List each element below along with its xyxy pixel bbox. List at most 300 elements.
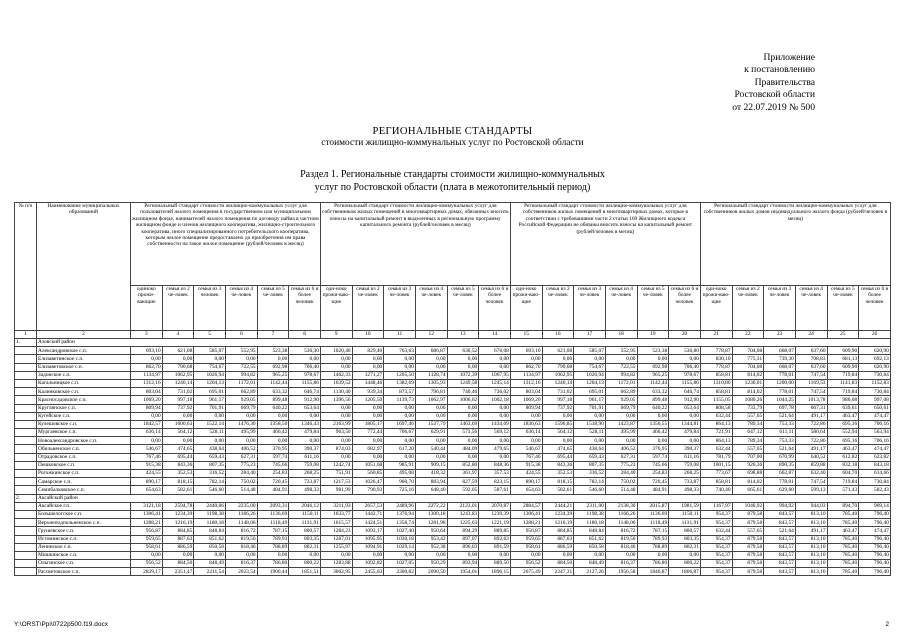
value-cell: 722,55	[225, 363, 257, 371]
value-cell: 1204,13	[574, 379, 606, 387]
value-cell: 474,65	[542, 445, 574, 453]
value-cell: 850,58	[194, 543, 226, 551]
value-cell: 772,44	[352, 429, 384, 437]
value-cell: 747,54	[795, 371, 827, 379]
value-cell: 495,99	[605, 429, 637, 437]
value-cell: 1255,97	[320, 543, 352, 551]
value-cell: 978,67	[289, 371, 321, 379]
municipality-name: Кугейское с.п.	[37, 412, 131, 420]
value-cell: 646,74	[669, 388, 701, 396]
value-cell: 0,00	[320, 363, 352, 371]
value-cell: 1020,46	[320, 347, 352, 355]
value-cell: 564,12	[162, 429, 194, 437]
row-number-cell	[15, 420, 37, 428]
value-cell: 521,64	[764, 445, 796, 453]
value-cell: 954,37	[700, 519, 732, 527]
appendix-line: от 22.07.2019 № 500	[732, 101, 815, 113]
value-cell: 803,35	[289, 535, 321, 543]
value-cell: 819,50	[605, 535, 637, 543]
table-row	[15, 404, 891, 412]
value-cell: 1287,01	[320, 535, 352, 543]
value-cell: 484,91	[257, 486, 289, 494]
value-cell: 862,70	[131, 363, 163, 371]
row-number-cell	[15, 568, 37, 576]
value-cell: 611,16	[669, 453, 701, 461]
value-cell: 2211,54	[194, 568, 226, 576]
value-cell: 781,79	[700, 453, 732, 461]
value-cell: 850,58	[574, 543, 606, 551]
value-cell: 778,87	[700, 347, 732, 355]
value-cell: 843,57	[764, 510, 796, 518]
value-cell: 611,16	[289, 453, 321, 461]
value-cell: 719,84	[827, 478, 859, 486]
value-cell: 582,61	[542, 486, 574, 494]
value-cell: 747,54	[795, 388, 827, 396]
value-cell: 316,52	[194, 470, 226, 478]
value-cell: 1518,90	[574, 420, 606, 428]
value-cell: 0,00	[289, 551, 321, 559]
value-cell: 782,14	[194, 478, 226, 486]
value-cell: 654,63	[131, 486, 163, 494]
value-cell: 0,00	[162, 412, 194, 420]
value-cell: 858,81	[700, 371, 732, 379]
table-row	[15, 551, 891, 559]
value-cell: 692,98	[637, 363, 669, 371]
value-cell: 952,38	[415, 543, 447, 551]
value-cell: 1300,18	[415, 510, 447, 518]
value-cell: 647,12	[732, 429, 764, 437]
value-cell: 1434,09	[479, 420, 511, 428]
value-cell: 763,63	[384, 347, 416, 355]
value-cell: 939,34	[352, 388, 384, 396]
value-cell: 0,00	[384, 437, 416, 445]
value-cell: 1094,91	[352, 543, 384, 551]
value-cell: 818,46	[605, 543, 637, 551]
row-number-cell	[15, 388, 37, 396]
value-cell: 1271,27	[352, 371, 384, 379]
value-cell: 950,64	[415, 527, 447, 535]
row-number-cell	[15, 543, 37, 551]
value-cell: 960,70	[384, 478, 416, 486]
value-cell: 1044,25	[764, 396, 796, 404]
value-cell: 438,64	[194, 445, 226, 453]
table-row	[15, 478, 891, 486]
header-municipality: Наименование муниципальных образований	[37, 203, 131, 331]
value-cell: 733,79	[732, 404, 764, 412]
value-cell: 720,45	[637, 478, 669, 486]
value-cell: 2272,22	[415, 502, 447, 510]
value-cell: 963,50	[320, 429, 352, 437]
value-cell: 725,16	[384, 486, 416, 494]
subheader-cell: семья из 6 и более человек	[289, 286, 321, 331]
value-cell: 0,00	[225, 412, 257, 420]
value-cell: 695,44	[542, 453, 574, 461]
municipality-name: Новоалександровское с.п.	[37, 437, 131, 445]
value-cell: 827,59	[447, 478, 479, 486]
value-cell: 985,91	[384, 461, 416, 469]
value-cell: 614,66	[859, 470, 891, 478]
value-cell: 2127,26	[574, 568, 606, 576]
value-cell: 1956,58	[605, 568, 637, 576]
value-cell: 813,10	[795, 551, 827, 559]
value-cell: 731,02	[542, 388, 574, 396]
value-cell: 1155,86	[669, 379, 701, 387]
value-cell: 887,63	[542, 535, 574, 543]
value-cell: 1062,97	[415, 396, 447, 404]
value-cell: 0,00	[542, 355, 574, 363]
value-cell: 852,80	[447, 461, 479, 469]
subheader-cell: оди-ноко прожи-ваю-щие	[510, 286, 542, 331]
value-cell: 662,87	[764, 470, 796, 478]
value-cell: 514,48	[605, 486, 637, 494]
value-cell: 1639,52	[320, 379, 352, 387]
value-cell: 627,31	[225, 453, 257, 461]
value-cell: 773,67	[700, 470, 732, 478]
row-number-cell	[15, 355, 37, 363]
value-cell: 653,64	[289, 404, 321, 412]
value-cell: 813,10	[795, 568, 827, 576]
value-cell: 1358,74	[384, 519, 416, 527]
value-cell: 954,37	[700, 568, 732, 576]
value-cell: 796,40	[859, 543, 891, 551]
value-cell: 859,88	[795, 461, 827, 469]
value-cell: 802,31	[289, 543, 321, 551]
value-cell: 0,00	[320, 437, 352, 445]
value-cell: 800,22	[669, 560, 701, 568]
value-cell: 536,80	[669, 347, 701, 355]
value-cell: 1312,16	[131, 379, 163, 387]
value-cell: 740,40	[700, 486, 732, 494]
value-cell: 1072,39	[447, 371, 479, 379]
value-cell: 0,00	[415, 551, 447, 559]
value-cell: 800,22	[289, 560, 321, 568]
value-cell: 767,46	[510, 453, 542, 461]
value-cell: 730,84	[859, 371, 891, 379]
value-cell: 627,31	[605, 453, 637, 461]
municipality-name: Большелогское с.п.	[37, 510, 131, 518]
value-cell: 796,40	[859, 510, 891, 518]
value-cell: 1346,43	[289, 420, 321, 428]
value-cell: 731,02	[162, 388, 194, 396]
value-cell: 528,11	[574, 429, 606, 437]
value-cell: 929,05	[605, 396, 637, 404]
column-number-cell: 6	[225, 331, 257, 339]
column-number-cell: 26	[859, 331, 891, 339]
value-cell: 1396,56	[320, 396, 352, 404]
column-number-cell: 18	[605, 331, 637, 339]
table-row	[15, 388, 891, 396]
column-number-cell: 19	[637, 331, 669, 339]
value-cell: 1150,11	[289, 510, 321, 518]
value-cell: 466,42	[257, 429, 289, 437]
value-cell: 843,57	[764, 543, 796, 551]
value-cell: 720,45	[257, 478, 289, 486]
value-cell: 879,58	[732, 543, 764, 551]
value-cell: 540,44	[415, 445, 447, 453]
value-cell: 851,62	[194, 535, 226, 543]
value-cell: 759,08	[289, 461, 321, 469]
municipality-name: Задонское с.п.	[37, 371, 131, 379]
value-cell: 0,00	[225, 551, 257, 559]
value-cell: 2351,47	[162, 568, 194, 576]
value-cell: 843,18	[859, 461, 891, 469]
value-cell: 0,00	[320, 355, 352, 363]
value-cell: 695,16	[827, 420, 859, 428]
value-cell: 1026,47	[352, 478, 384, 486]
header-group-3: Региональный стандарт стоимости жилищно-коммунальных услуг для собственников жилых помещений в многоквартирных домах, которые в соответствии с требованиями части 2 статьи 169 Жилищного кодекса Российской Федерации не обязаны вносить взносы на капитальный ремонт (рублей/человек в месяц)	[510, 203, 700, 286]
value-cell: 0,00	[257, 437, 289, 445]
value-cell: 1139,73	[384, 396, 416, 404]
value-cell: 950,29	[415, 560, 447, 568]
value-cell: 891,59	[479, 543, 511, 551]
value-cell: 1615,57	[320, 519, 352, 527]
value-cell: 630,52	[447, 347, 479, 355]
value-cell: 1312,16	[510, 379, 542, 387]
value-cell: 701,91	[194, 404, 226, 412]
value-cell: 491,17	[795, 527, 827, 535]
value-cell: 0,00	[479, 412, 511, 420]
value-cell: 1134,97	[510, 371, 542, 379]
value-cell: 884,85	[162, 527, 194, 535]
subheader-cell: семья из 4 че-ловек	[795, 286, 827, 331]
value-cell: 0,00	[415, 355, 447, 363]
value-cell: 1134,97	[131, 371, 163, 379]
value-cell: 890,35	[764, 461, 796, 469]
value-cell: 479,84	[289, 429, 321, 437]
value-cell: 0,00	[131, 551, 163, 559]
value-cell: 1537,79	[415, 420, 447, 428]
value-cell: 1118,49	[637, 519, 669, 527]
row-number-cell	[15, 371, 37, 379]
value-cell: 0,00	[162, 355, 194, 363]
value-cell: 0,00	[352, 551, 384, 559]
header-group-4: Региональный стандарт стоимости жилищно-коммунальных услуг для собственников жилых домов индивидуального жилого фонда (рублей/человек в месяц)	[700, 203, 890, 286]
value-cell: 557,65	[732, 527, 764, 535]
value-cell: 0,00	[384, 412, 416, 420]
row-number-cell	[15, 502, 37, 510]
value-cell: 662,89	[605, 388, 637, 396]
value-cell: 474,65	[162, 445, 194, 453]
value-cell: 843,36	[542, 461, 574, 469]
row-number-cell	[15, 527, 37, 535]
value-cell: 750,02	[605, 478, 637, 486]
value-cell: 1128,74	[415, 371, 447, 379]
value-cell: 843,57	[764, 551, 796, 559]
value-cell: 0,00	[162, 551, 194, 559]
column-number-cell: 21	[700, 331, 732, 339]
row-number-cell	[15, 470, 37, 478]
value-cell: 1217,53	[320, 478, 352, 486]
value-cell: 733,87	[289, 478, 321, 486]
table-row	[15, 347, 891, 355]
value-cell: 592,05	[447, 486, 479, 494]
value-cell: 0,00	[320, 453, 352, 461]
table-row	[15, 412, 891, 420]
value-cell: 587,61	[479, 486, 511, 494]
value-cell: 2839,17	[131, 568, 163, 576]
value-cell: 894,29	[447, 527, 479, 535]
value-cell: 621,08	[162, 347, 194, 355]
value-cell: 1169,53	[795, 379, 827, 387]
value-cell: 1136,69	[637, 510, 669, 518]
subheader-cell: семья из 3 человек	[194, 286, 226, 331]
row-number-cell	[15, 412, 37, 420]
row-number-cell	[15, 486, 37, 494]
value-cell: 816,72	[605, 527, 637, 535]
subheader-cell: семья из 5 че-ловек	[257, 286, 289, 331]
value-cell: 361,97	[447, 470, 479, 478]
value-cell: 896,03	[447, 543, 479, 551]
value-cell: 0,00	[415, 404, 447, 412]
value-cell: 3121,18	[131, 502, 163, 510]
value-cell: 463,47	[827, 445, 859, 453]
value-cell: 0,00	[352, 363, 384, 371]
value-cell: 879,58	[732, 519, 764, 527]
value-cell: 693,10	[510, 347, 542, 355]
value-cell: 1633,77	[320, 510, 352, 518]
value-cell: 956,52	[510, 560, 542, 568]
value-cell: 706,67	[384, 429, 416, 437]
value-cell: 739,30	[764, 355, 796, 363]
value-cell: 268,25	[289, 470, 321, 478]
appendix-line: к постановлению	[744, 64, 815, 76]
value-cell: 708,83	[795, 355, 827, 363]
value-cell: 390,37	[289, 445, 321, 453]
value-cell: 0,00	[194, 355, 226, 363]
value-cell: 893,94	[447, 560, 479, 568]
row-number-cell	[15, 429, 37, 437]
value-cell: 0,00	[669, 412, 701, 420]
value-cell: 633,32	[637, 388, 669, 396]
value-cell: 750,02	[225, 478, 257, 486]
value-cell: 1148,06	[225, 519, 257, 527]
value-cell: 0,00	[415, 453, 447, 461]
value-cell: 669,79	[225, 404, 257, 412]
value-cell: 0,00	[257, 551, 289, 559]
value-cell: 609,90	[827, 347, 859, 355]
subheader-cell: оди-ноко прожи-ваю-щие	[700, 286, 732, 331]
value-cell: 0,00	[384, 355, 416, 363]
value-cell: 1846,87	[637, 568, 669, 576]
value-cell: 879,58	[732, 568, 764, 576]
subheader-cell: семья из 6 и более человек	[669, 286, 701, 331]
value-cell: 894,70	[827, 502, 859, 510]
value-cell: 637,60	[795, 363, 827, 371]
value-cell: 376,95	[637, 445, 669, 453]
value-cell: 0,00	[542, 437, 574, 445]
value-cell: 706,16	[859, 437, 891, 445]
value-cell: 816,37	[605, 560, 637, 568]
value-cell: 1166,26	[225, 510, 257, 518]
value-cell: 1027,40	[384, 527, 416, 535]
value-cell: 495,99	[225, 429, 257, 437]
header-no: № п/п	[15, 203, 37, 331]
header-group-2: Региональный стандарт стоимости жилищно-коммунальных услуг для собственников жилых помещений в многоквартирных домах, обязанных вносить взносы на капитальный ремонт в выделенных в региональную программу капитального ремонта (рублей/человек в месяц)	[320, 203, 510, 286]
value-cell: 1240,14	[162, 379, 194, 387]
value-cell: 858,81	[700, 388, 732, 396]
value-cell: 829,40	[352, 347, 384, 355]
value-cell: 803,04	[131, 388, 163, 396]
value-cell: 498,33	[669, 486, 701, 494]
value-cell: 843,57	[764, 568, 796, 576]
value-cell: 879,58	[732, 560, 764, 568]
value-cell: 959,65	[510, 535, 542, 543]
value-cell: 668,07	[764, 347, 796, 355]
value-cell: 754,67	[194, 363, 226, 371]
value-cell: 1006,62	[447, 396, 479, 404]
value-cell: 0,00	[131, 437, 163, 445]
value-cell: 0,00	[605, 551, 637, 559]
value-cell: 886,59	[162, 543, 194, 551]
value-cell: 796,40	[859, 519, 891, 527]
value-cell: 1062,95	[542, 371, 574, 379]
value-cell: 254,83	[257, 470, 289, 478]
value-cell: 2163,99	[320, 420, 352, 428]
row-number-cell	[15, 519, 37, 527]
value-cell: 926,36	[732, 461, 764, 469]
value-cell: 2138,30	[605, 502, 637, 510]
value-cell: 719,84	[827, 388, 859, 396]
row-number-cell	[15, 478, 37, 486]
column-number-cell: 13	[447, 331, 479, 339]
value-cell: 1234,39	[542, 510, 574, 518]
value-cell: 357,53	[479, 470, 511, 478]
value-cell: 785,40	[827, 560, 859, 568]
value-cell: 0,00	[162, 437, 194, 445]
value-cell: 1423,87	[605, 420, 637, 428]
value-cell: 767,46	[131, 453, 163, 461]
subheader-cell: семья из 5 че-ловек	[637, 286, 669, 331]
value-cell: 944,03	[795, 502, 827, 510]
section-title	[0, 168, 905, 194]
value-cell: 1013,78	[795, 396, 827, 404]
value-cell: 0,00	[257, 355, 289, 363]
value-cell: 892,63	[479, 535, 511, 543]
value-cell: 528,11	[194, 429, 226, 437]
value-cell: 491,17	[795, 412, 827, 420]
value-cell: 830,10	[700, 355, 732, 363]
value-cell: 813,10	[795, 560, 827, 568]
value-cell: 474,47	[859, 412, 891, 420]
value-cell: 1118,49	[257, 519, 289, 527]
value-cell: 2235,00	[225, 502, 257, 510]
value-cell: 0,00	[637, 551, 669, 559]
value-cell: 759,08	[669, 461, 701, 469]
value-cell: 406,52	[605, 445, 637, 453]
value-cell: 1067,95	[479, 371, 511, 379]
value-cell: 796,40	[859, 568, 891, 576]
value-cell: 611,11	[764, 429, 796, 437]
value-cell: 2090,50	[415, 568, 447, 576]
value-cell: 637,60	[795, 347, 827, 355]
value-cell: 733,87	[669, 478, 701, 486]
value-cell: 552,94	[827, 429, 859, 437]
value-cell: 961,17	[574, 396, 606, 404]
value-cell: 418,32	[415, 470, 447, 478]
value-cell: 986,08	[827, 396, 859, 404]
header-group-1: Региональный стандарт стоимости жилищно-коммунальных услуг для пользователей жилого помещения в государственном или муниципальном жилищном фонде, нанимателей жилого помещения по договору найма в частном жилищном фонде и членов жилищного кооператива, жилищно-строительного кооператива, иного специализированного потребительского кооператива, которым жилое помещение предоставлено до приобретения им права собственности на такое жилое помещение (рублей/человек в месяц)	[131, 203, 321, 286]
row-number-cell	[15, 396, 37, 404]
value-cell: 582,43	[859, 486, 891, 494]
value-cell: 693,10	[131, 347, 163, 355]
municipality-name: Семибалковское с.п.	[37, 486, 131, 494]
value-cell: 1155,05	[700, 396, 732, 404]
value-cell: 954,37	[700, 535, 732, 543]
value-cell: 0,00	[510, 437, 542, 445]
value-cell: 813,10	[795, 510, 827, 518]
value-cell: 0,00	[447, 404, 479, 412]
section-row	[15, 339, 891, 347]
